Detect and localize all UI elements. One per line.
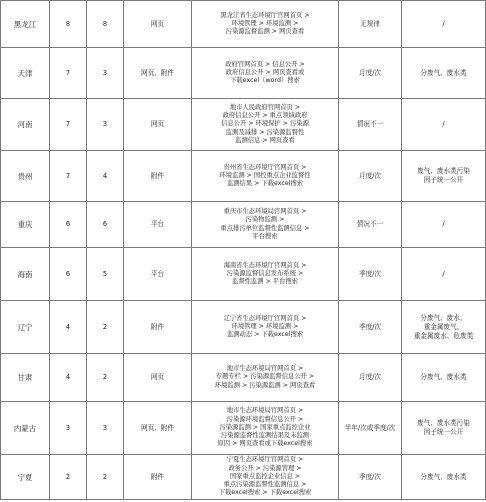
access-path-line: 下载excel（word）搜索	[230, 77, 300, 85]
disclosed-items-line: 分废气、废水类	[420, 472, 467, 481]
frequency-cell: 季度/次	[339, 248, 402, 301]
table-row	[1, 48, 486, 99]
disclosure-type-cell: 网页、附件	[124, 48, 192, 99]
region-cell: 黑龙江	[1, 1, 50, 48]
access-path-line: 原因 > 网页查看或下载excel搜索	[217, 440, 313, 448]
frequency-cell: 半年/次或季度/次	[339, 402, 402, 455]
access-path-line: 环境监测 > 国控重点企业监督性	[219, 171, 311, 179]
disclosed-items-cell	[402, 301, 486, 354]
access-path-line: 专题专栏 > 污染源监督信息公开 >	[215, 373, 315, 381]
count-a-cell: 2	[50, 455, 87, 500]
disclosed-items-cell	[402, 151, 486, 202]
frequency-cell: 季度/次	[339, 455, 402, 500]
region-cell: 宁夏	[1, 455, 50, 500]
access-path-line: 辽宁省生态环境厅官网首页 >	[223, 314, 307, 322]
count-b-cell: 2	[87, 354, 124, 402]
disclosed-items-cell	[402, 48, 486, 99]
disclosed-items-line: /	[442, 19, 445, 28]
disclosed-items-cell	[402, 99, 486, 151]
access-path-line: 污染源监督性监测结果及未监测	[220, 432, 310, 440]
access-path-line: 污染物监测 >	[245, 216, 285, 224]
frequency-cell: 月度/次	[339, 151, 402, 202]
region-cell: 海南	[1, 248, 50, 301]
access-path-line: 监督性监测 > 平台搜索	[232, 278, 298, 286]
access-path-line: 监测动态 > 下载excel搜索	[226, 331, 304, 339]
access-path-line: 政务公开 > 污染源管理 >	[228, 464, 302, 472]
frequency-cell: 无规律	[339, 1, 402, 48]
disclosed-items-line: 分废气、废水类	[420, 373, 467, 381]
disclosed-items-line: 重金属废气、	[423, 322, 464, 331]
disclosure-type-cell: 网页	[124, 1, 192, 48]
access-path-line: 海南省生态环境厅官网首页 >	[223, 261, 307, 269]
count-a-cell: 7	[50, 48, 87, 99]
table-row	[1, 1, 486, 48]
disclosure-type-cell: 平台	[124, 202, 192, 248]
access-path-line: 贵州省生态环境厅官网首页 >	[223, 163, 307, 171]
access-path-line: 黑龙江省生态环境厅官网首页 >	[220, 11, 310, 19]
table-row	[1, 151, 486, 202]
disclosure-type-cell: 附件	[124, 151, 192, 202]
table-row	[1, 301, 486, 354]
disclosed-items-line: /	[442, 269, 445, 278]
count-b-cell: 8	[87, 1, 124, 48]
count-a-cell: 8	[50, 1, 87, 48]
access-path-line: 环境监测 > 污染源监测 > 网页查看	[214, 381, 316, 389]
disclosed-items-line: 因子统一公开	[423, 428, 464, 436]
disclosure-type-cell: 附件	[124, 455, 192, 500]
region-cell: 贵州	[1, 151, 50, 202]
access-path-line: 环境管理 > 环境监测 >	[231, 322, 299, 330]
frequency-cell: 情况不一	[339, 202, 402, 248]
table-row	[1, 99, 486, 151]
table-row	[1, 402, 486, 455]
count-a-cell: 4	[50, 301, 87, 354]
disclosed-items-line: 分废气、废水、	[420, 313, 467, 322]
access-path-line: 污染源监督监测 > 网页查看	[225, 28, 305, 36]
access-path-line: 监测结果 > 下载excel搜索	[226, 180, 304, 188]
access-path-cell	[192, 402, 339, 455]
access-path-line: 信息公开 > 环境保护 > 污染源	[221, 120, 309, 128]
disclosure-type-cell: 网页、附件	[124, 402, 192, 455]
count-b-cell: 6	[87, 202, 124, 248]
count-b-cell: 3	[87, 48, 124, 99]
disclosed-items-cell	[402, 248, 486, 301]
access-path-line: 地市人民政府官网首页 >	[229, 103, 301, 111]
disclosed-items-line: /	[442, 220, 445, 228]
disclosed-items-line: /	[442, 120, 445, 128]
disclosed-items-line: 因子统一公开	[423, 176, 464, 184]
access-path-line: 监测及减排 > 污染源监督性	[225, 128, 305, 136]
region-cell: 甘肃	[1, 354, 50, 402]
access-path-line: 下载excel搜索 > 下载excel搜索	[218, 489, 312, 497]
access-path-line: 地市生态环境局官网首页 >	[226, 407, 304, 415]
count-b-cell: 3	[87, 402, 124, 455]
disclosed-items-line: 分废气、废水类	[420, 68, 467, 77]
access-path-line: 政府官网首页 > 信息公开 >	[225, 60, 305, 68]
count-a-cell: 6	[50, 202, 87, 248]
access-path-cell	[192, 202, 339, 248]
access-path-line: 污染源环境监督信息公开 >	[226, 415, 304, 423]
count-a-cell: 6	[50, 248, 87, 301]
access-path-line: 环境管理 > 环境监测 >	[231, 19, 299, 27]
count-b-cell: 2	[87, 455, 124, 500]
access-path-cell	[192, 248, 339, 301]
access-path-cell	[192, 99, 339, 151]
access-path-cell	[192, 48, 339, 99]
disclosed-items-line: 废气、废水类污染	[417, 419, 470, 427]
count-b-cell: 2	[87, 301, 124, 354]
access-path-line: 地市生态环境局官网首页 >	[226, 365, 304, 373]
region-cell: 天津	[1, 48, 50, 99]
count-a-cell: 7	[50, 151, 87, 202]
access-path-cell	[192, 1, 339, 48]
disclosure-type-cell: 附件	[124, 301, 192, 354]
count-b-cell: 4	[87, 151, 124, 202]
table-row	[1, 248, 486, 301]
count-b-cell: 3	[87, 99, 124, 151]
disclosed-items-cell	[402, 1, 486, 48]
access-path-line: 宁夏生态环境厅官网首页 >	[226, 456, 304, 464]
disclosed-items-cell	[402, 354, 486, 402]
access-path-line: 监测信息 > 网页查看	[235, 136, 295, 144]
region-cell: 重庆	[1, 202, 50, 248]
count-b-cell: 5	[87, 248, 124, 301]
access-path-line: 国家重点监控企业信息 >	[229, 472, 301, 480]
count-a-cell: 7	[50, 99, 87, 151]
disclosed-items-cell	[402, 455, 486, 500]
disclosed-items-cell	[402, 402, 486, 455]
disclosed-items-line: 废气、废水类污染	[417, 167, 470, 175]
access-path-cell	[192, 455, 339, 500]
disclosure-type-cell: 网页	[124, 99, 192, 151]
region-cell: 辽宁	[1, 301, 50, 354]
count-a-cell: 3	[50, 402, 87, 455]
table-row	[1, 455, 486, 500]
access-path-cell	[192, 354, 339, 402]
frequency-cell: 月度/次	[339, 354, 402, 402]
frequency-cell: 季度/次	[339, 301, 402, 354]
disclosure-type-cell: 平台	[124, 248, 192, 301]
table-row	[1, 354, 486, 402]
access-path-line: 政府信息公开 > 网页查看或	[225, 68, 305, 76]
access-path-line: 政府信息公开 > 重点领域政府	[222, 112, 308, 120]
access-path-line: 重庆市生态环境局官网首页 >	[223, 208, 307, 216]
table-body	[1, 1, 486, 500]
frequency-cell: 月度/次	[339, 48, 402, 99]
count-a-cell: 4	[50, 354, 87, 402]
access-path-line: 重点污染源监督性监测信息 >	[223, 481, 307, 489]
disclosed-items-line: 重金属废水、危废类	[413, 331, 474, 340]
table-row	[1, 202, 486, 248]
access-path-line: 平台搜索	[252, 232, 278, 240]
frequency-cell: 情况不一	[339, 99, 402, 151]
disclosure-type-cell: 网页	[124, 354, 192, 402]
region-cell: 河南	[1, 99, 50, 151]
access-path-cell	[192, 151, 339, 202]
disclosed-items-cell	[402, 202, 486, 248]
access-path-line: 重点排污单位监督性监测信息 >	[220, 224, 310, 232]
access-path-line: 污染源监督信息发布系统 >	[226, 269, 304, 277]
access-path-line: 污染源监测 > 国家重点监控企业	[219, 423, 311, 431]
access-path-cell	[192, 301, 339, 354]
region-cell: 内蒙古	[1, 402, 50, 455]
